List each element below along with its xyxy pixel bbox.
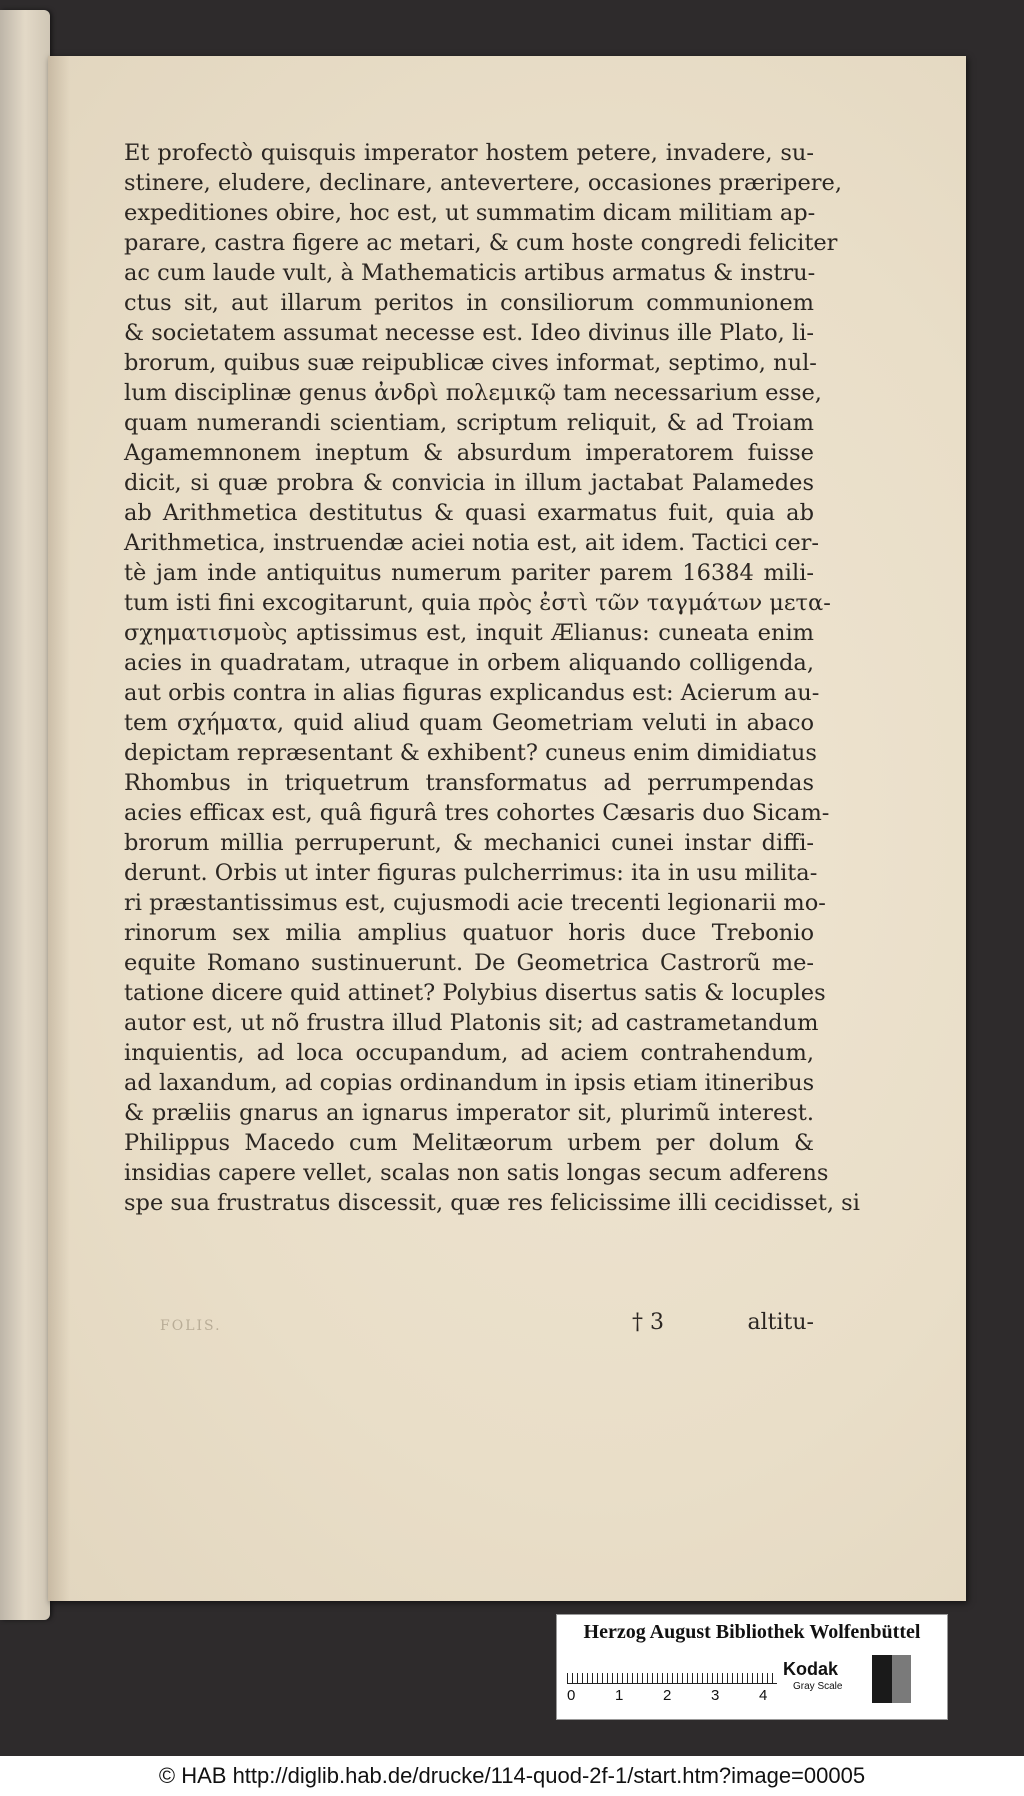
text-line: Philippus Macedo cum Melitæorum urbem per dolum & [124, 1130, 814, 1156]
text-line: stinere, eludere, declinare, antevertere, occasiones præripere, [124, 170, 842, 196]
text-line: Rhombus in triquetrum transformatus ad perrumpendas [124, 770, 814, 796]
library-name: Herzog August Bibliothek Wolfenbüttel [583, 1621, 921, 1643]
ruler-label-1: 1 [615, 1687, 624, 1704]
text-line: spe sua frustratus discessit, quæ res felicissime illi cecidisset, si [124, 1190, 860, 1216]
ruler-label-0: 0 [567, 1687, 576, 1704]
text-line: quam numerandi scientiam, scriptum reliquit, & ad Troiam [124, 410, 814, 436]
text-line: inquientis, ad loca occupandum, ad aciem contrahendum, [124, 1040, 814, 1066]
ruler-label-4: 4 [759, 1687, 768, 1704]
text-line: equite Romano sustinuerunt. De Geometrica Castrorũ me- [124, 950, 814, 976]
left-page-edge [0, 10, 50, 1620]
text-line: autor est, ut nõ frustra illud Platonis sit; ad castrametandum [124, 1010, 819, 1036]
text-line: & præliis gnarus an ignarus imperator sit, plurimũ interest. [124, 1100, 814, 1126]
gray-patch-0 [853, 1655, 872, 1703]
text-line: σχηματισμοὺς aptissimus est, inquit Ælianus: cuneata enim [124, 620, 814, 646]
scale-ruler [567, 1659, 777, 1684]
gray-patch-2 [892, 1655, 911, 1703]
text-line: Agamemnonem ineptum & absurdum imperatorem fuisse [124, 440, 814, 466]
text-line: ac cum laude vult, à Mathematicis artibus armatus & instru- [124, 260, 816, 286]
signature-mark: † 3 [632, 1310, 664, 1335]
faded-show-through-mark: FOLIS. [160, 1318, 222, 1334]
text-line: expeditiones obire, hoc est, ut summatim dicam militiam ap- [124, 200, 816, 226]
copyright-url-text[interactable]: © HAB http://diglib.hab.de/drucke/114-quod-2f-1/start.htm?image=00005 [158, 1763, 866, 1788]
text-line: Arithmetica, instruendæ aciei notia est, ait idem. Tactici cer- [124, 530, 819, 556]
text-line: ri præstantissimus est, cujusmodi acie trecenti legionarii mo- [124, 890, 826, 916]
text-line: Et profectò quisquis imperator hostem petere, invadere, su- [124, 140, 814, 166]
text-line: depictam repræsentant & exhibent? cuneus enim dimidiatus [124, 740, 817, 766]
text-line: tem σχήματα, quid aliud quam Geometriam veluti in abaco [124, 710, 814, 736]
page-bottom-marks [124, 1310, 814, 1340]
color-calibration-card [556, 1614, 948, 1720]
page-text-block [124, 138, 860, 1218]
text-line: derunt. Orbis ut inter figuras pulcherrimus: ita in usu milita- [124, 860, 818, 886]
gray-patch-1 [872, 1655, 891, 1703]
text-line: rinorum sex milia amplius quatuor horis duce Trebonio [124, 920, 814, 946]
text-line: aut orbis contra in alias figuras explicandus est: Acierum au- [124, 680, 820, 706]
text-line: acies in quadratam, utraque in orbem aliquando colligenda, [124, 650, 814, 676]
ruler-label-2: 2 [663, 1687, 672, 1704]
ruler-labels [567, 1687, 787, 1707]
catchword: altitu- [747, 1310, 814, 1335]
text-line: lum disciplinæ genus ἀνδρὶ πολεμικῷ tam necessarium esse, [124, 380, 822, 406]
text-line: dicit, si quæ probra & convicia in illum jactabat Palamedes [124, 470, 814, 496]
footer-bar [0, 1756, 1024, 1796]
ruler-label-3: 3 [711, 1687, 720, 1704]
text-line: brorum millia perruperunt, & mechanici cunei instar diffi- [124, 830, 814, 856]
text-line: parare, castra figere ac metari, & cum hoste congredi feliciter [124, 230, 838, 256]
kodak-logo: Kodak [783, 1659, 839, 1679]
text-line: tum isti fini excogitarunt, quia πρὸς ἐστὶ τῶν ταγμάτων μετα- [124, 590, 831, 616]
text-line: brorum, quibus suæ reipublicæ cives informat, septimo, nul- [124, 350, 817, 376]
text-line: tè jam inde antiquitus numerum pariter parem 16384 mili- [124, 560, 814, 586]
text-line: ab Arithmetica destitutus & quasi exarmatus fuit, quia ab [124, 500, 814, 526]
text-line: ad laxandum, ad copias ordinandum in ipsis etiam itineribus [124, 1070, 815, 1096]
text-line: acies efficax est, quâ figurâ tres cohortes Cæsaris duo Sicam- [124, 800, 830, 826]
text-line: insidias capere vellet, scalas non satis longas secum adferens [124, 1160, 829, 1186]
text-line: & societatem assumat necesse est. Ideo divinus ille Plato, li- [124, 320, 814, 346]
text-line: tatione dicere quid attinet? Polybius disertus satis & locuples [124, 980, 826, 1006]
gray-scale-label: Gray Scale [793, 1681, 843, 1692]
book-page [48, 56, 966, 1601]
gray-scale-patches [853, 1655, 911, 1703]
text-line: ctus sit, aut illarum peritos in consiliorum communionem [124, 290, 814, 316]
